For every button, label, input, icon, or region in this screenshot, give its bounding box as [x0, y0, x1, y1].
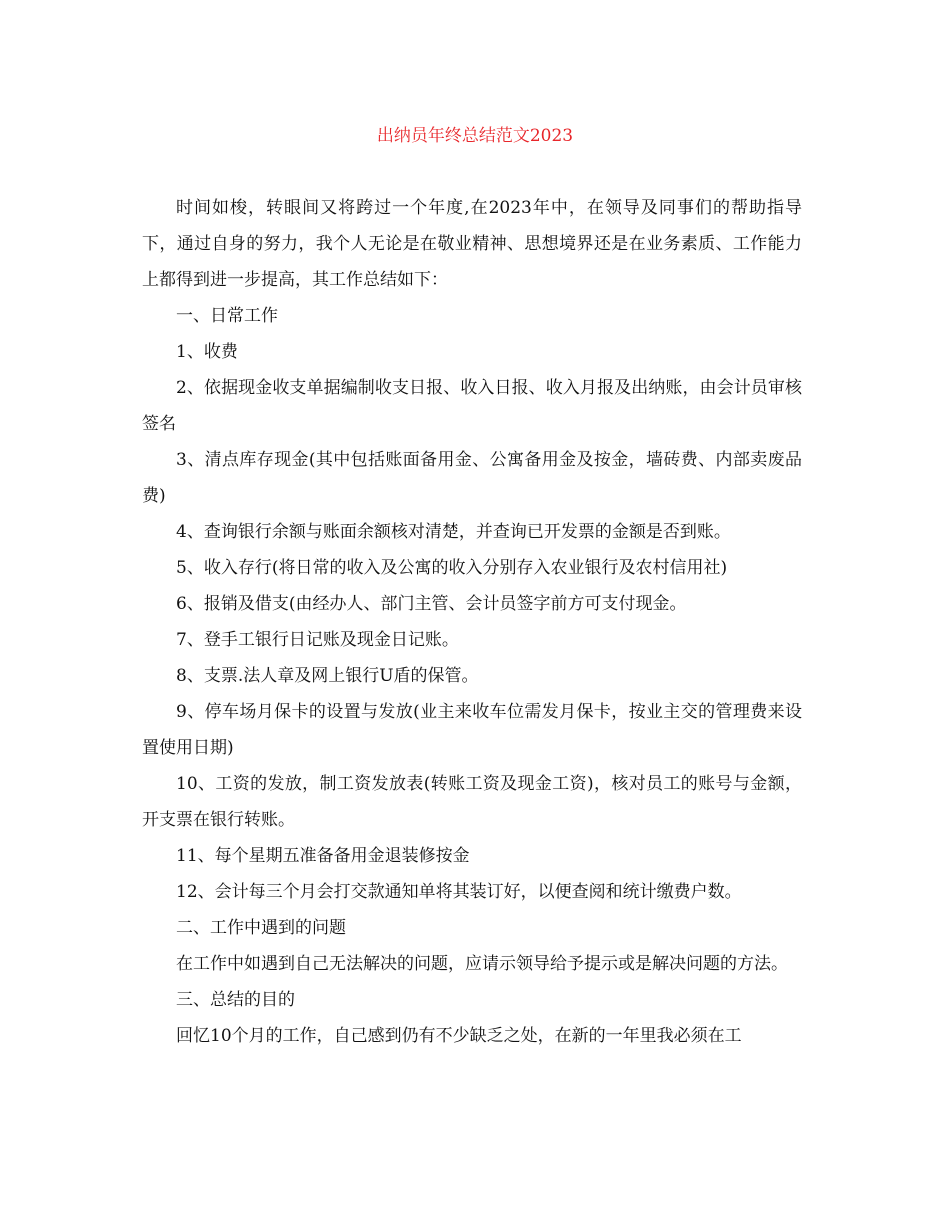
list-item-9: 9、停车场月保卡的设置与发放(业主来收车位需发月保卡，按业主交的管理费来设置使用日期): [142, 702, 802, 758]
paragraph-intro: 时间如梭，转眼间又将跨过一个年度,在2023年中，在领导及同事们的帮助指导下，通过自身的努力，我个人无论是在敬业精神、思想境界还是在业务素质、工作能力上都得到进一步提高，其工作总结如下：: [142, 198, 802, 290]
list-item-11: 11、每个星期五准备备用金退装修按金: [176, 846, 470, 866]
section-heading-problems: 二、工作中遇到的问题: [176, 918, 346, 938]
section-heading-daily-work: 一、日常工作: [176, 306, 278, 326]
list-item-2: 2、依据现金收支单据编制收支日报、收入日报、收入月报及出纳账，由会计员审核签名: [142, 378, 802, 434]
list-item-12: 12、会计每三个月会打交款通知单将其装订好，以便查阅和统计缴费户数。: [176, 882, 742, 902]
document-title: 出纳员年终总结范文2023: [376, 126, 574, 146]
list-item-7: 7、登手工银行日记账及现金日记账。: [176, 630, 459, 650]
list-item-5: 5、收入存行(将日常的收入及公寓的收入分别存入农业银行及农村信用社): [176, 558, 728, 578]
list-item-1: 1、收费: [176, 342, 238, 362]
list-item-3: 3、清点库存现金(其中包括账面备用金、公寓备用金及按金，墙砖费、内部卖废品费): [142, 450, 802, 506]
list-item-6: 6、报销及借支(由经办人、部门主管、会计员签字前方可支付现金。: [176, 594, 687, 614]
document-body: [142, 190, 802, 1054]
section-heading-purpose: 三、总结的目的: [176, 990, 295, 1010]
paragraph-purpose: 回忆10个月的工作，自己感到仍有不少缺乏之处，在新的一年里我必须在工: [176, 1026, 742, 1046]
list-item-4: 4、查询银行余额与账面余额核对清楚，并查询已开发票的金额是否到账。: [176, 522, 731, 542]
list-item-10: 10、工资的发放，制工资发放表(转账工资及现金工资)，核对员工的账号与金额，开支票在银行转账。: [142, 774, 802, 830]
paragraph-problems: 在工作中如遇到自己无法解决的问题，应请示领导给予提示或是解决问题的方法。: [176, 954, 788, 974]
list-item-8: 8、支票.法人章及网上银行U盾的保管。: [176, 666, 479, 686]
